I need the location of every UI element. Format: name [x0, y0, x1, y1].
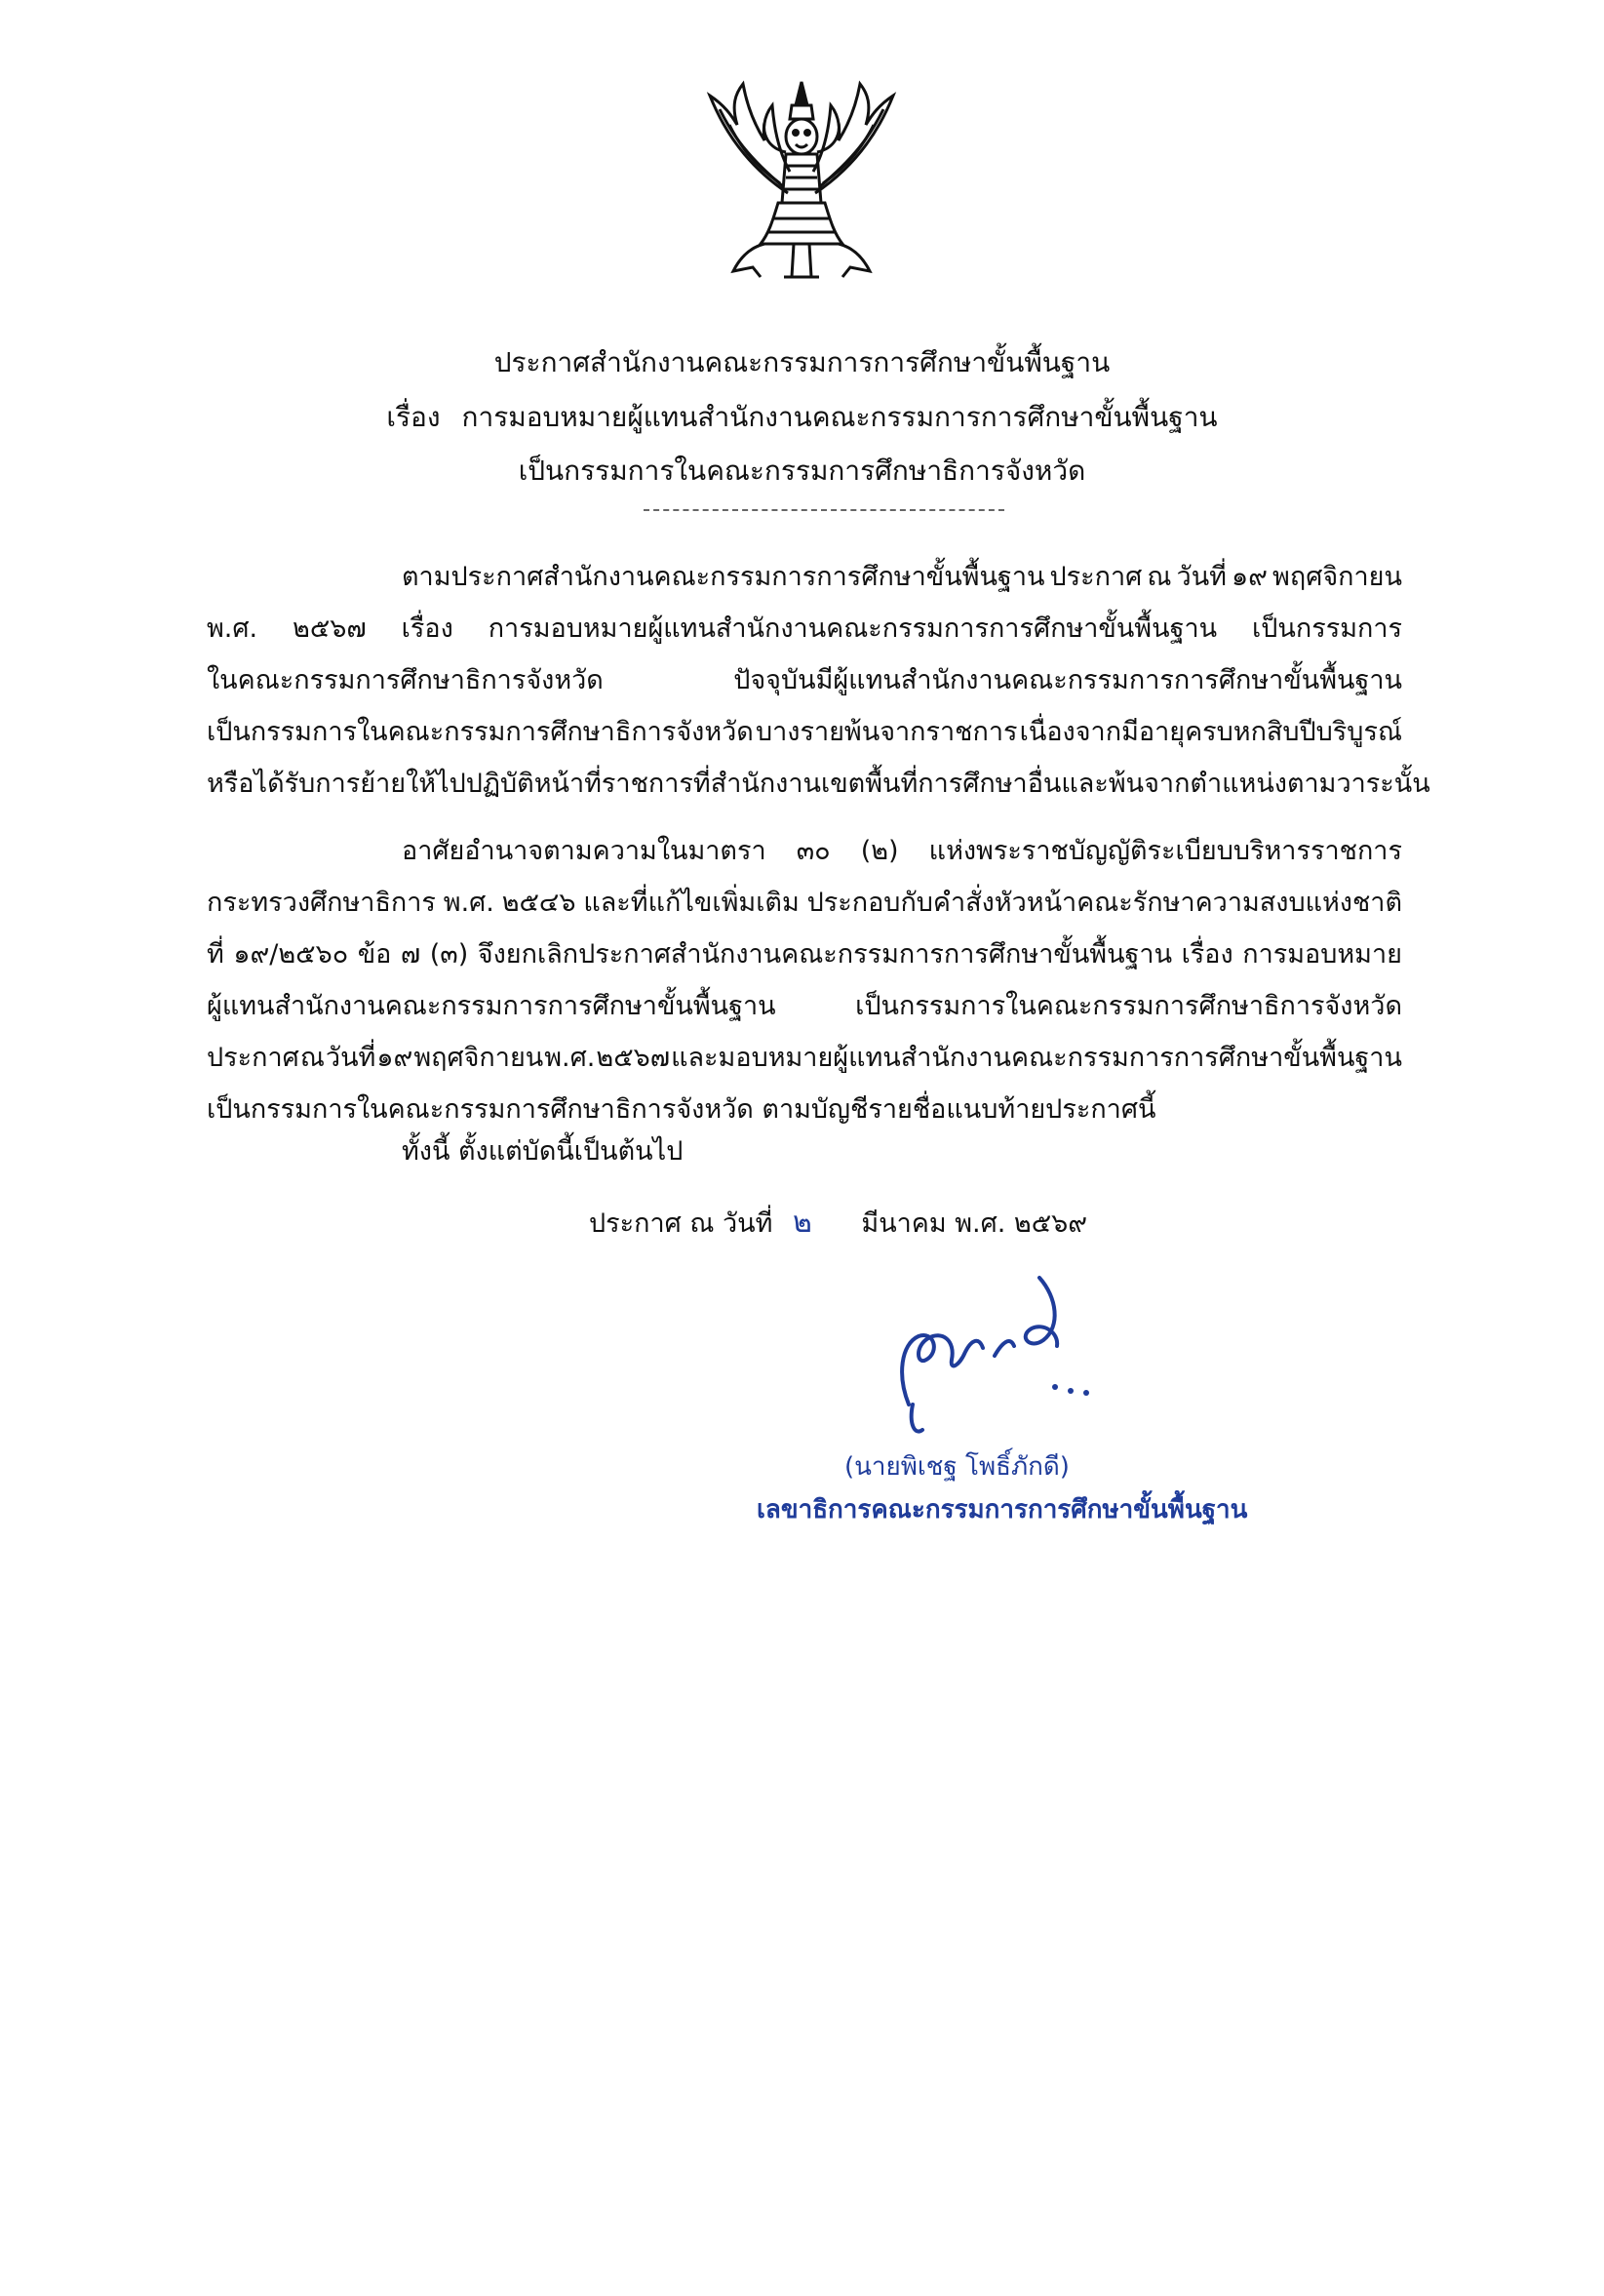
word: วันที่	[325, 1043, 376, 1073]
word: อาศัยอำนาจตามความในมาตรา	[402, 836, 766, 866]
word: เนื่องจากมีอายุครบหกสิบปีบริบูรณ์	[1019, 717, 1402, 747]
word: การมอบหมายผู้แทนสำนักงานคณะกรรมการการศึกษาขั้นพื้นฐาน	[488, 614, 1218, 644]
word: ณ	[1147, 562, 1172, 592]
word: พ.ศ.	[544, 1043, 596, 1073]
word: พ.ศ.	[443, 888, 494, 918]
word: (๒)	[860, 836, 899, 866]
date-month-year: มีนาคม พ.ศ. ๒๕๖๙	[861, 1208, 1088, 1239]
word: พฤศจิกายน	[1272, 562, 1402, 592]
handwritten-signature	[858, 1258, 1151, 1453]
announcement-title: ประกาศสำนักงานคณะกรรมการการศึกษาขั้นพื้นฐาน	[493, 346, 1111, 378]
word: เรื่อง	[401, 614, 453, 644]
paragraph-line	[207, 613, 1402, 646]
word: (๓)	[429, 939, 469, 970]
word: ผู้แทนสำนักงานคณะกรรมการการศึกษาขั้นพื้นฐาน	[207, 991, 776, 1021]
announcement-subject	[0, 401, 1604, 434]
word: การมอบหมาย	[1242, 939, 1402, 970]
word: เรื่อง	[1181, 939, 1233, 970]
announcement-subject-continued: เป็นกรรมการในคณะกรรมการศึกษาธิการจังหวัด	[518, 455, 1086, 487]
word: ๒๕๖๗	[293, 614, 367, 644]
word: ๑๙	[1232, 562, 1268, 592]
paragraph-line	[207, 768, 1430, 801]
word: และพ้นจากตำแหน่งตามวาระ	[1061, 769, 1394, 799]
word: ๑๙	[376, 1043, 413, 1073]
word: ประกอบกับคำสั่งหัวหน้าคณะรักษาความสงบแห่งชาติ	[806, 888, 1402, 918]
word: ประกาศ	[1049, 562, 1143, 592]
date-day-handwritten: ๒	[793, 1206, 812, 1240]
word: เป็นกรรมการในคณะกรรมการศึกษาธิการจังหวัด	[207, 717, 754, 747]
word: บางรายพ้นจากราชการ	[755, 717, 1018, 747]
paragraph-line	[207, 990, 1402, 1023]
word: ๒๕๔๖	[501, 888, 576, 918]
paragraph-line	[207, 938, 1402, 971]
word: ณ	[299, 1043, 325, 1073]
paragraph-line	[207, 664, 1402, 697]
garuda-emblem-icon	[671, 76, 932, 291]
word: กระทรวงศึกษาธิการ	[207, 888, 436, 918]
word: ในคณะกรรมการศึกษาธิการจังหวัด	[207, 665, 604, 695]
paragraph-line	[402, 561, 1402, 594]
signer-title: เลขาธิการคณะกรรมการการศึกษาขั้นพื้นฐาน	[757, 1495, 1248, 1524]
word: ประกาศ	[207, 1043, 299, 1073]
subject-label: เรื่อง	[386, 401, 441, 433]
signer-name: (นายพิเชฐ โพธิ์ภักดี)	[844, 1452, 1070, 1482]
date-prefix: ประกาศ ณ วันที่	[589, 1208, 773, 1239]
word: แห่งพระราชบัญญัติระเบียบบริหารราชการ	[928, 836, 1402, 866]
word: จึงยกเลิกประกาศสำนักงานคณะกรรมการการศึกษาขั้นพื้นฐาน	[477, 939, 1173, 970]
word: ๒๕๖๗	[596, 1043, 671, 1073]
effective-date-line: ทั้งนี้ ตั้งแต่บัดนี้เป็นต้นไป	[402, 1136, 684, 1167]
word: ที่	[207, 939, 224, 970]
paragraph-line: เป็นกรรมการในคณะกรรมการศึกษาธิการจังหวัด ตามบัญชีรายชื่อแนบท้ายประกาศนี้	[207, 1094, 1156, 1125]
word: เป็นกรรมการในคณะกรรมการศึกษาธิการจังหวัด	[855, 991, 1402, 1021]
title-divider	[644, 509, 1004, 511]
word: และที่แก้ไขเพิ่มเติม	[583, 888, 800, 918]
announcement-date	[589, 1207, 1087, 1241]
word: ปัจจุบันมีผู้แทนสำนักงานคณะกรรมการการศึกษาขั้นพื้นฐาน	[733, 665, 1402, 695]
paragraph-line	[207, 887, 1402, 920]
subject-text: การมอบหมายผู้แทนสำนักงานคณะกรรมการการศึกษาขั้นพื้นฐาน	[461, 401, 1218, 433]
word: วันที่	[1176, 562, 1227, 592]
word: เป็นกรรมการ	[1252, 614, 1402, 644]
word: หรือได้รับการย้ายให้ไปปฏิบัติหน้าที่ราชการที่สำนักงานเขตพื้นที่การศึกษาอื่น	[207, 769, 1062, 799]
paragraph-line	[402, 835, 1402, 868]
word: ตามประกาศสำนักงานคณะกรรมการการศึกษาขั้นพื้นฐาน	[402, 562, 1045, 592]
word: พฤศจิกายน	[413, 1043, 544, 1073]
word: นั้น	[1393, 769, 1430, 799]
word: ๑๙/๒๕๖๐	[233, 939, 349, 970]
word: ๓๐	[796, 836, 831, 866]
word: พ.ศ.	[207, 614, 258, 644]
word: ๗	[400, 939, 421, 970]
word: และมอบหมายผู้แทนสำนักงานคณะกรรมการการศึกษาขั้นพื้นฐาน	[671, 1043, 1402, 1073]
word: ข้อ	[357, 939, 392, 970]
paragraph-line	[207, 1042, 1402, 1075]
paragraph-line	[207, 716, 1402, 749]
